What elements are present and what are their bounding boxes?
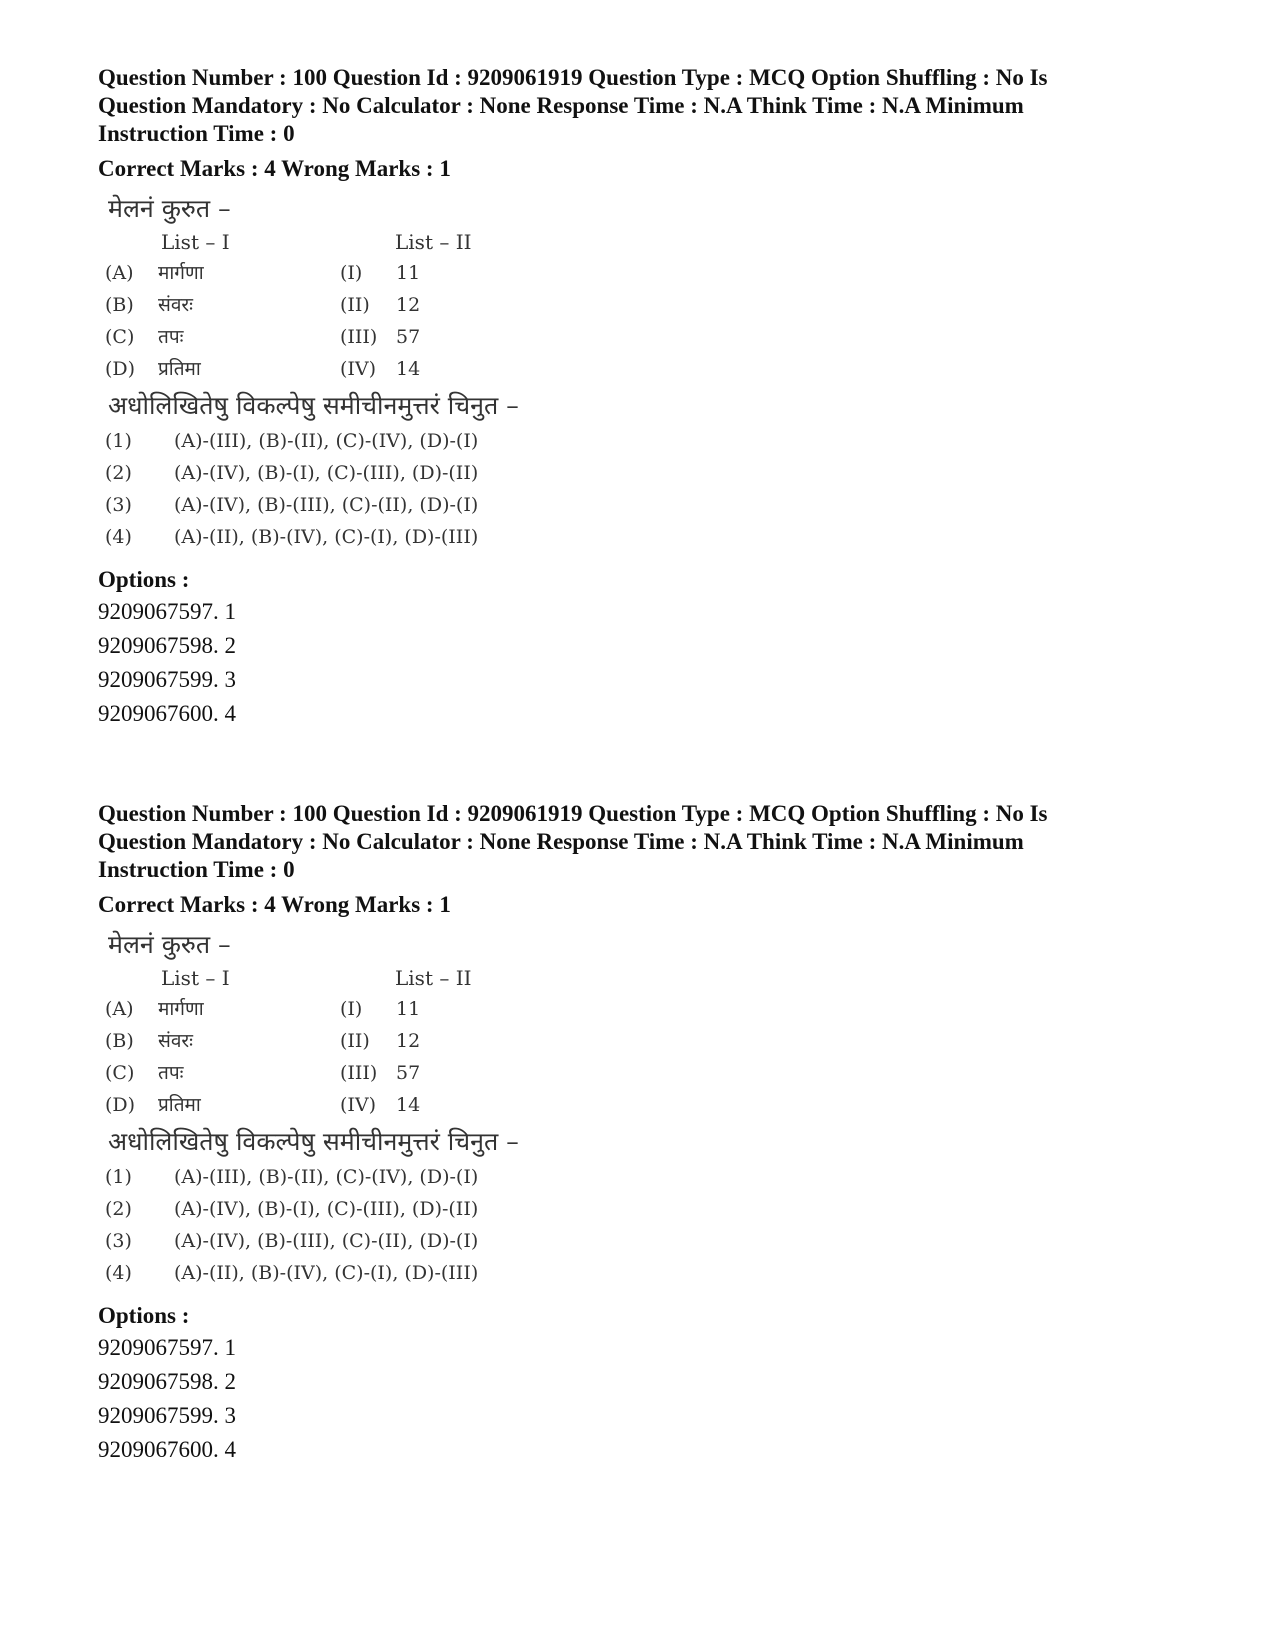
option-item: 9209067600. 4 <box>98 1437 236 1462</box>
match-row <box>98 289 528 321</box>
list2-header: List – II <box>395 230 472 254</box>
question-block-1 <box>98 64 1198 731</box>
row-letter: (A) <box>105 998 134 1020</box>
options-label: Options : <box>98 567 190 592</box>
options-label: Options : <box>98 1303 190 1328</box>
row-term: प्रतिमा <box>158 1094 201 1116</box>
choice-text: (A)-(IV), (B)-(I), (C)-(III), (D)-(II) <box>174 462 479 484</box>
list-headers <box>98 963 528 993</box>
choice-row <box>98 1257 528 1289</box>
row-term: मार्गणा <box>158 262 204 284</box>
row-roman: (II) <box>340 294 370 316</box>
option-item: 9209067598. 2 <box>98 1369 236 1394</box>
choice-number: (4) <box>105 526 132 548</box>
row-roman: (III) <box>340 326 378 348</box>
row-number: 12 <box>396 294 421 316</box>
row-roman: (IV) <box>340 358 377 380</box>
match-row <box>98 1025 528 1057</box>
row-number: 14 <box>396 1094 421 1116</box>
question-meta-line: Question Number : 100 Question Id : 9209061919 Question Type : MCQ Option Shuffling : No Is <box>98 801 1048 826</box>
choice-text: (A)-(IV), (B)-(III), (C)-(II), (D)-(I) <box>174 494 479 516</box>
row-number: 11 <box>396 998 421 1020</box>
choice-number: (1) <box>105 430 132 452</box>
choice-number: (2) <box>105 1198 132 1220</box>
choice-number: (3) <box>105 494 132 516</box>
row-letter: (C) <box>105 326 135 348</box>
choice-number: (3) <box>105 1230 132 1252</box>
row-letter: (B) <box>105 294 134 316</box>
row-letter: (B) <box>105 1030 134 1052</box>
row-term: संवरः <box>158 1030 194 1052</box>
question-meta-line: Question Mandatory : No Calculator : None Response Time : N.A Think Time : N.A Minimum <box>98 93 1024 118</box>
choice-number: (2) <box>105 462 132 484</box>
list-headers <box>98 227 528 257</box>
match-row <box>98 993 528 1025</box>
row-roman: (IV) <box>340 1094 377 1116</box>
match-row <box>98 257 528 289</box>
choice-number: (4) <box>105 1262 132 1284</box>
option-item: 9209067597. 1 <box>98 599 236 624</box>
choice-text: (A)-(IV), (B)-(III), (C)-(II), (D)-(I) <box>174 1230 479 1252</box>
choice-text: (A)-(IV), (B)-(I), (C)-(III), (D)-(II) <box>174 1198 479 1220</box>
row-number: 11 <box>396 262 421 284</box>
marks-line: Correct Marks : 4 Wrong Marks : 1 <box>98 156 451 181</box>
question-meta-line: Question Mandatory : No Calculator : None Response Time : N.A Think Time : N.A Minimum <box>98 829 1024 854</box>
row-number: 57 <box>396 1062 421 1084</box>
choice-row <box>98 489 528 521</box>
question-image <box>98 929 528 1289</box>
row-roman: (I) <box>340 998 363 1020</box>
row-term: प्रतिमा <box>158 358 201 380</box>
choice-text: (A)-(III), (B)-(II), (C)-(IV), (D)-(I) <box>174 1166 479 1188</box>
list2-header: List – II <box>395 966 472 990</box>
choose-instruction: अधोलिखितेषु विकल्पेषु समीचीनमुत्तरं चिनुत – <box>108 1127 519 1156</box>
row-roman: (I) <box>340 262 363 284</box>
row-letter: (C) <box>105 1062 135 1084</box>
question-image <box>98 193 528 553</box>
match-row <box>98 353 528 385</box>
list1-header: List – I <box>161 230 230 254</box>
choice-row <box>98 1225 528 1257</box>
row-roman: (III) <box>340 1062 378 1084</box>
choice-row <box>98 1161 528 1193</box>
row-term: तपः <box>158 1062 184 1084</box>
choice-row <box>98 425 528 457</box>
marks-line: Correct Marks : 4 Wrong Marks : 1 <box>98 892 451 917</box>
choice-row <box>98 457 528 489</box>
row-letter: (D) <box>105 1094 136 1116</box>
option-item: 9209067600. 4 <box>98 701 236 726</box>
question-meta-line: Question Number : 100 Question Id : 9209061919 Question Type : MCQ Option Shuffling : No Is <box>98 65 1048 90</box>
choice-text: (A)-(II), (B)-(IV), (C)-(I), (D)-(III) <box>174 1262 479 1284</box>
choice-text: (A)-(II), (B)-(IV), (C)-(I), (D)-(III) <box>174 526 479 548</box>
match-instruction: मेलनं कुरुत – <box>108 194 231 223</box>
question-block-2 <box>98 800 1198 1467</box>
row-term: संवरः <box>158 294 194 316</box>
row-number: 12 <box>396 1030 421 1052</box>
option-item: 9209067597. 1 <box>98 1335 236 1360</box>
choose-instruction: अधोलिखितेषु विकल्पेषु समीचीनमुत्तरं चिनुत – <box>108 391 519 420</box>
row-term: मार्गणा <box>158 998 204 1020</box>
row-roman: (II) <box>340 1030 370 1052</box>
option-item: 9209067599. 3 <box>98 667 236 692</box>
choice-row <box>98 1193 528 1225</box>
question-meta-line: Instruction Time : 0 <box>98 857 295 882</box>
match-instruction: मेलनं कुरुत – <box>108 930 231 959</box>
option-item: 9209067598. 2 <box>98 633 236 658</box>
row-term: तपः <box>158 326 184 348</box>
question-meta-line: Instruction Time : 0 <box>98 121 295 146</box>
choice-row <box>98 521 528 553</box>
list1-header: List – I <box>161 966 230 990</box>
match-row <box>98 321 528 353</box>
match-row <box>98 1089 528 1121</box>
option-item: 9209067599. 3 <box>98 1403 236 1428</box>
choice-text: (A)-(III), (B)-(II), (C)-(IV), (D)-(I) <box>174 430 479 452</box>
row-letter: (D) <box>105 358 136 380</box>
row-letter: (A) <box>105 262 134 284</box>
row-number: 14 <box>396 358 421 380</box>
match-row <box>98 1057 528 1089</box>
row-number: 57 <box>396 326 421 348</box>
choice-number: (1) <box>105 1166 132 1188</box>
